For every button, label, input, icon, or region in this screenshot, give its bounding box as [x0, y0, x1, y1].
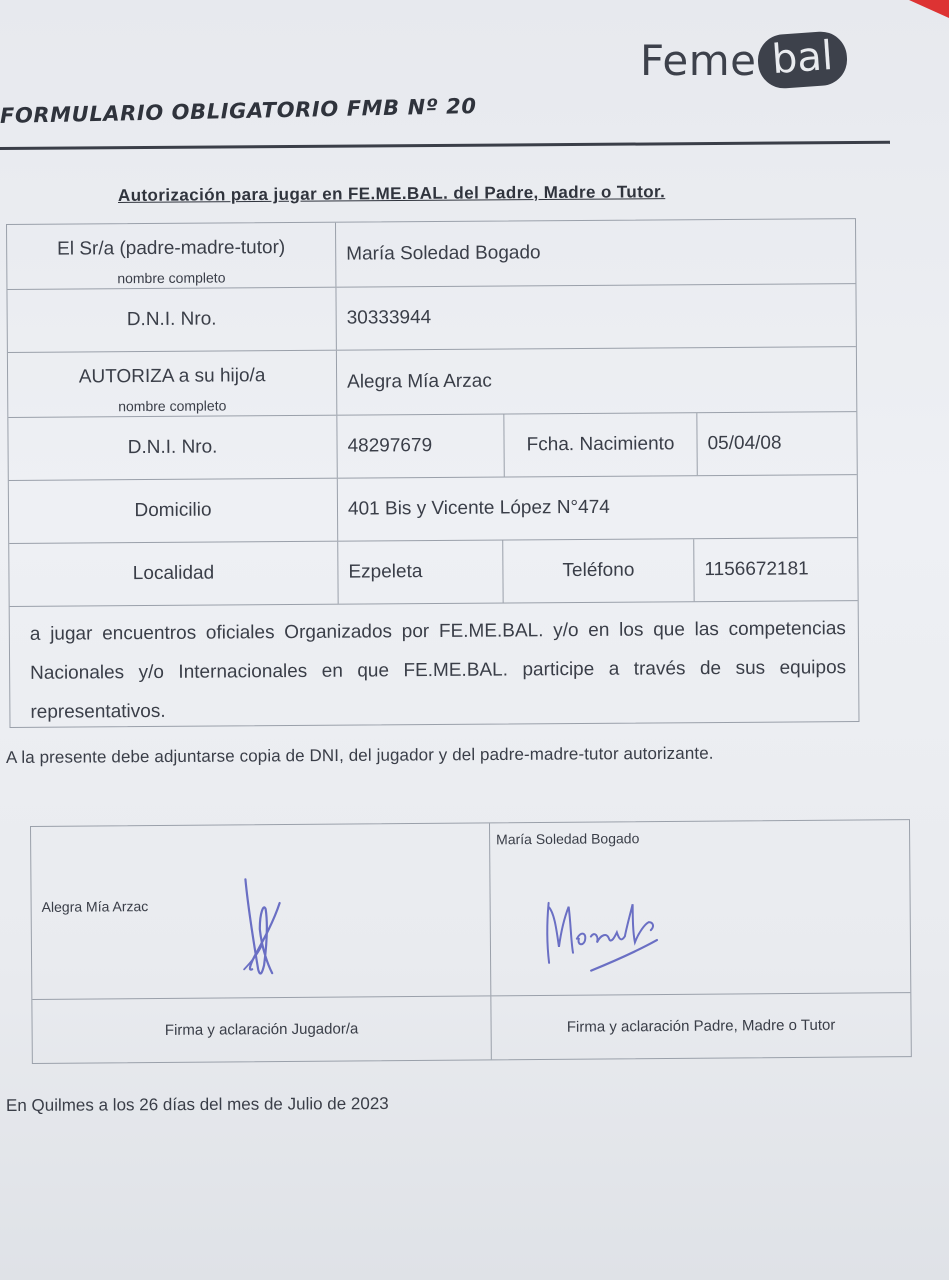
phone-label: Teléfono [562, 559, 635, 582]
parent-label: El Sr/a (padre-madre-tutor) [57, 237, 286, 260]
child-dni-label: D.N.I. Nro. [127, 436, 218, 459]
parent-caption-cell [491, 993, 910, 1059]
address-value: 401 Bis y Vicente López N°474 [347, 496, 610, 520]
address-label: Domicilio [134, 499, 212, 522]
child-name-field[interactable] [337, 347, 856, 415]
parent-label-cell [7, 223, 336, 289]
parent-signature-cell[interactable] [490, 820, 910, 995]
parent-dni-label-cell [7, 288, 336, 352]
authorization-table [6, 218, 859, 728]
address-label-cell [9, 479, 338, 543]
caption-row [32, 993, 910, 1063]
authorization-text-row [10, 601, 859, 727]
authorization-text: a jugar encuentros oficiales Organizados por FE.ME.BAL. y/o en los que las competencias Nacionales y/o Internacionales en que FE.ME.BAL. participe a través de sus equipos representativos. [29, 618, 847, 723]
attachment-note: A la presente debe adjuntarse copia de DNI, del jugador y del padre-madre-tutor autorizante. [5, 743, 714, 767]
child-label: AUTORIZA a su hijo/a [78, 365, 266, 388]
address-row [9, 475, 857, 544]
parent-name-row [7, 219, 855, 290]
child-sublabel: nombre completo [118, 397, 227, 415]
parent-signature-icon [537, 892, 668, 983]
birth-label: Fcha. Nacimiento [526, 433, 675, 456]
parent-dni-row [7, 284, 855, 353]
child-dni-value: 48297679 [347, 435, 433, 457]
locality-field[interactable] [338, 541, 503, 604]
parent-name-field[interactable] [336, 219, 855, 287]
signature-table [30, 819, 912, 1064]
logo-text: Feme [640, 35, 757, 85]
player-signature-cell[interactable] [31, 823, 491, 999]
player-signature-icon [233, 873, 294, 983]
locality-label: Localidad [132, 562, 215, 585]
birth-date-field[interactable] [697, 412, 856, 475]
logo-pill: bal [757, 30, 850, 90]
player-signature-name: Alegra Mía Arzac [41, 898, 149, 915]
child-name-value: Alegra Mía Arzac [347, 370, 492, 393]
parent-signature-name: María Soledad Bogado [496, 830, 640, 848]
parent-sublabel: nombre completo [117, 269, 226, 287]
phone-value: 1156672181 [704, 558, 809, 581]
phone-label-cell [503, 539, 694, 602]
form-title: FORMULARIO OBLIGATORIO FMB Nº 20 [0, 94, 477, 128]
parent-dni-label: D.N.I. Nro. [126, 308, 217, 331]
title-divider [0, 141, 890, 150]
parent-name-value: María Soledad Bogado [346, 242, 541, 265]
locality-label-cell [9, 542, 338, 606]
parent-dni-field[interactable] [336, 284, 855, 350]
femebal-logo [640, 28, 847, 92]
birth-date-value: 05/04/08 [707, 432, 782, 455]
address-field[interactable] [338, 475, 857, 541]
locality-row [9, 538, 857, 607]
child-label-cell [8, 351, 337, 417]
signature-row [31, 820, 910, 1000]
page-corner-decoration [909, 0, 949, 18]
birth-label-cell [504, 413, 697, 476]
parent-signature-caption: Firma y aclaración Padre, Madre o Tutor [566, 1016, 836, 1036]
child-dni-field[interactable] [337, 415, 504, 478]
child-dni-row [8, 412, 856, 481]
parent-dni-value: 30333944 [346, 307, 432, 329]
child-dni-label-cell [8, 416, 337, 480]
child-name-row [8, 347, 856, 418]
player-signature-caption: Firma y aclaración Jugador/a [164, 1020, 359, 1039]
player-caption-cell [32, 996, 491, 1063]
phone-field[interactable] [694, 538, 857, 601]
place-date-line: En Quilmes a los 26 días del mes de Julio de 2023 [5, 1093, 389, 1115]
locality-value: Ezpeleta [348, 561, 423, 583]
form-subtitle: Autorización para jugar en FE.ME.BAL. del Padre, Madre o Tutor. [117, 182, 666, 205]
